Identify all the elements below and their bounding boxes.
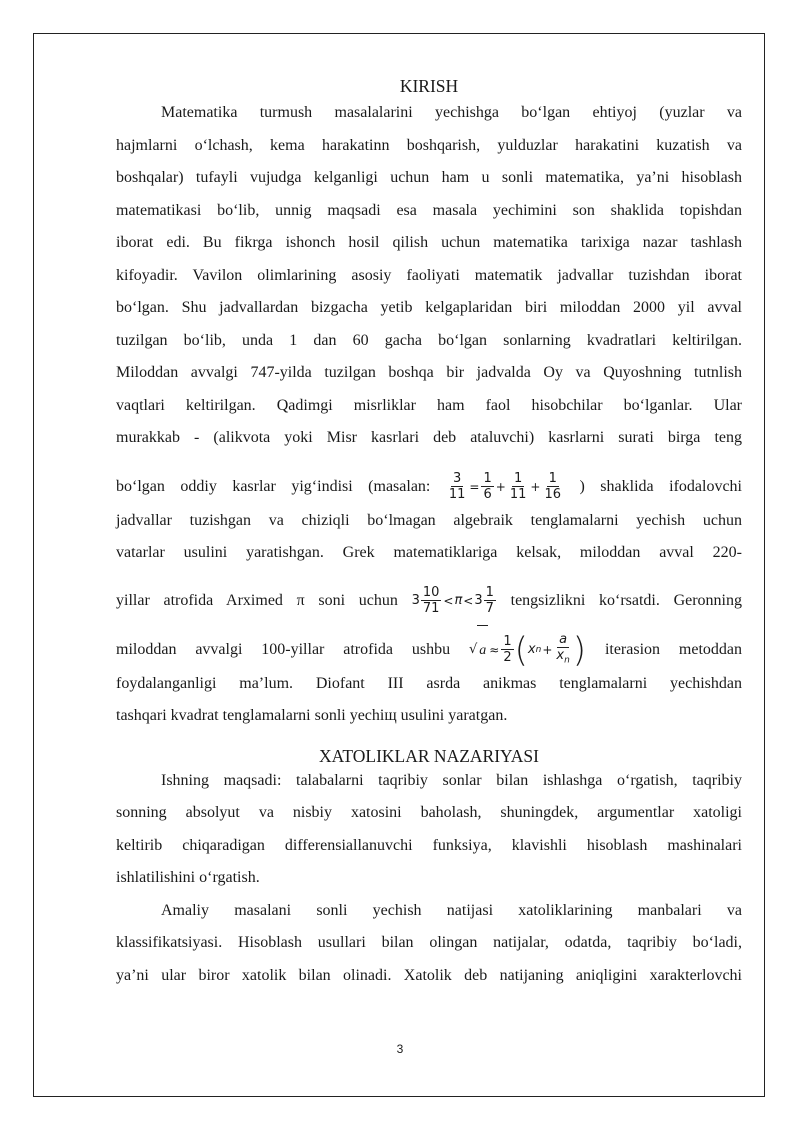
formula-line-egyptian-fractions: bo‘lgan oddiy kasrlar yig‘indisi (masalan: $\frac{3}{11}$ = $\frac{1}{6}$ + $\frac{1}{11}$ + $\frac{1}{16}$ ) shaklida ifodalovchi	[116, 471, 742, 503]
errors-paragraph	[116, 902, 742, 1000]
fraction-1-16: $\frac{1}{16}$	[544, 471, 561, 503]
intro-paragraph	[116, 104, 742, 740]
text-line: Matematika turmush masalalarini yechishga bo‘lgan ehtiyoj (yuzlar va	[161, 104, 742, 121]
text-line: Amaliy masalani sonli yechish natijasi xatoliklarining manbalari va	[161, 901, 742, 919]
text-line: tashqari kvadrat tenglamalarni sonli yechiщ usulini yaratgan.	[116, 707, 508, 724]
formula-tail-text: tengsizlikni ko‘rsatdi. Geronning	[510, 591, 742, 609]
formula-line-heron	[116, 625, 742, 675]
text-line: keltirib chiqaradigan differensiallanuvchi funksiya, klavishli hisoblash mashinalari	[116, 836, 742, 854]
page-title: KIRISH	[399, 76, 459, 96]
text-line: bo‘lgan. Shu jadvallardan bizgacha yetib kelgaplaridan biri miloddan 2000 yil avval	[116, 299, 742, 316]
text-line: tuzilgan bo‘lib, unda 1 dan 60 gacha bo‘lgan sonlarning kvadratlari keltirilgan.	[116, 331, 742, 349]
formula-lead-text: miloddan avvalgi 100-yillar atrofida ushbu	[116, 640, 451, 658]
formula-tail-text: ) shaklida ifodalovchi	[579, 477, 742, 495]
page-content	[116, 70, 742, 999]
pi-inequality: 3 $\frac{10}{71}$ <π<3 $\frac{1}{7}$	[411, 585, 494, 617]
section-title: XATOLIKLAR NAZARIYASI	[319, 745, 539, 766]
text-line: sonning absolyut va nisbiy xatosini baholash, shuningdek, argumentlar xatoligi	[116, 804, 742, 821]
heron-iteration-formula: √ a ≈ $\frac{1}{2}$ (xn+ $\frac{a}{x_n}$ )	[469, 641, 586, 658]
fraction-1-6: $\frac{1}{6}$	[483, 471, 492, 503]
text-line: vaqtlari keltirilgan. Qadimgi misrliklar ham faol hisobchilar bo‘lganlar. Ular	[116, 396, 742, 414]
formula-tail-text: iterasion metoddan	[604, 640, 742, 658]
text-line: ya’ni ular biror xatolik bilan olinadi. Xatolik deb natijaning aniqligini xarakterlovchi	[116, 966, 742, 984]
text-line: matematikasi bo‘lib, unnig maqsadi esa masala yechimini son shaklida topishdan	[116, 201, 742, 219]
formula-lead-text: yillar atrofida Arximed π soni uchun	[116, 591, 398, 609]
text-line: kifoyadir. Vavilon olimlarining asosiy faoliyati matematik jadvallar tuzishdan iborat	[116, 266, 742, 284]
text-line: vatarlar usulini yaratishgan. Grek matematiklariga kelsak, miloddan avval 220-	[116, 544, 742, 561]
text-line: jadvallar tuzishgan va chiziqli bo‘lmagan algebraik tenglamalarni yechish uchun	[116, 511, 742, 529]
text-line: iborat edi. Bu fikrga ishonch hosil qilish uchun matematika tarixiga nazar tashlash	[116, 234, 742, 251]
page-number: 3	[396, 1042, 404, 1056]
text-line: ishlatilishini o‘rgatish.	[116, 869, 260, 886]
text-line: murakkab - (alikvota yoki Misr kasrlari deb ataluvchi) kasrlarni surati birga teng	[116, 429, 742, 446]
formula-lead-text: bo‘lgan oddiy kasrlar yig‘indisi (masalan:	[116, 477, 431, 495]
text-line: Miloddan avvalgi 747-yilda tuzilgan boshqa bir jadvalda Oy va Quyoshning tutnlish	[116, 364, 742, 381]
text-line: foydalanganligi ma’lum. Diofant III asrda anikmas tenglamalarni yechishdan	[116, 674, 742, 692]
fraction-1-11: $\frac{1}{11}$	[509, 471, 527, 503]
text-line: boshqalar) tufayli vujudga kelganligi uchun ham u sonli matematika, ya’ni hisoblash	[116, 169, 742, 186]
text-line: klassifikatsiyasi. Hisoblash usullari bilan olingan natijalar, odatda, taqribiy bo‘ladi,	[116, 934, 742, 951]
fraction-3-11: $\frac{3}{11}$	[448, 471, 466, 503]
text-line: hajmlarni o‘lchash, kema harakatinn boshqarish, yulduzlar harakatini kuzatish va	[116, 136, 742, 154]
formula-line-archimedes-pi	[116, 577, 742, 625]
goal-paragraph	[116, 772, 742, 902]
text-line: Ishning maqsadi: talabalarni taqribiy sonlar bilan ishlashga o‘rgatish, taqribiy	[161, 771, 742, 789]
